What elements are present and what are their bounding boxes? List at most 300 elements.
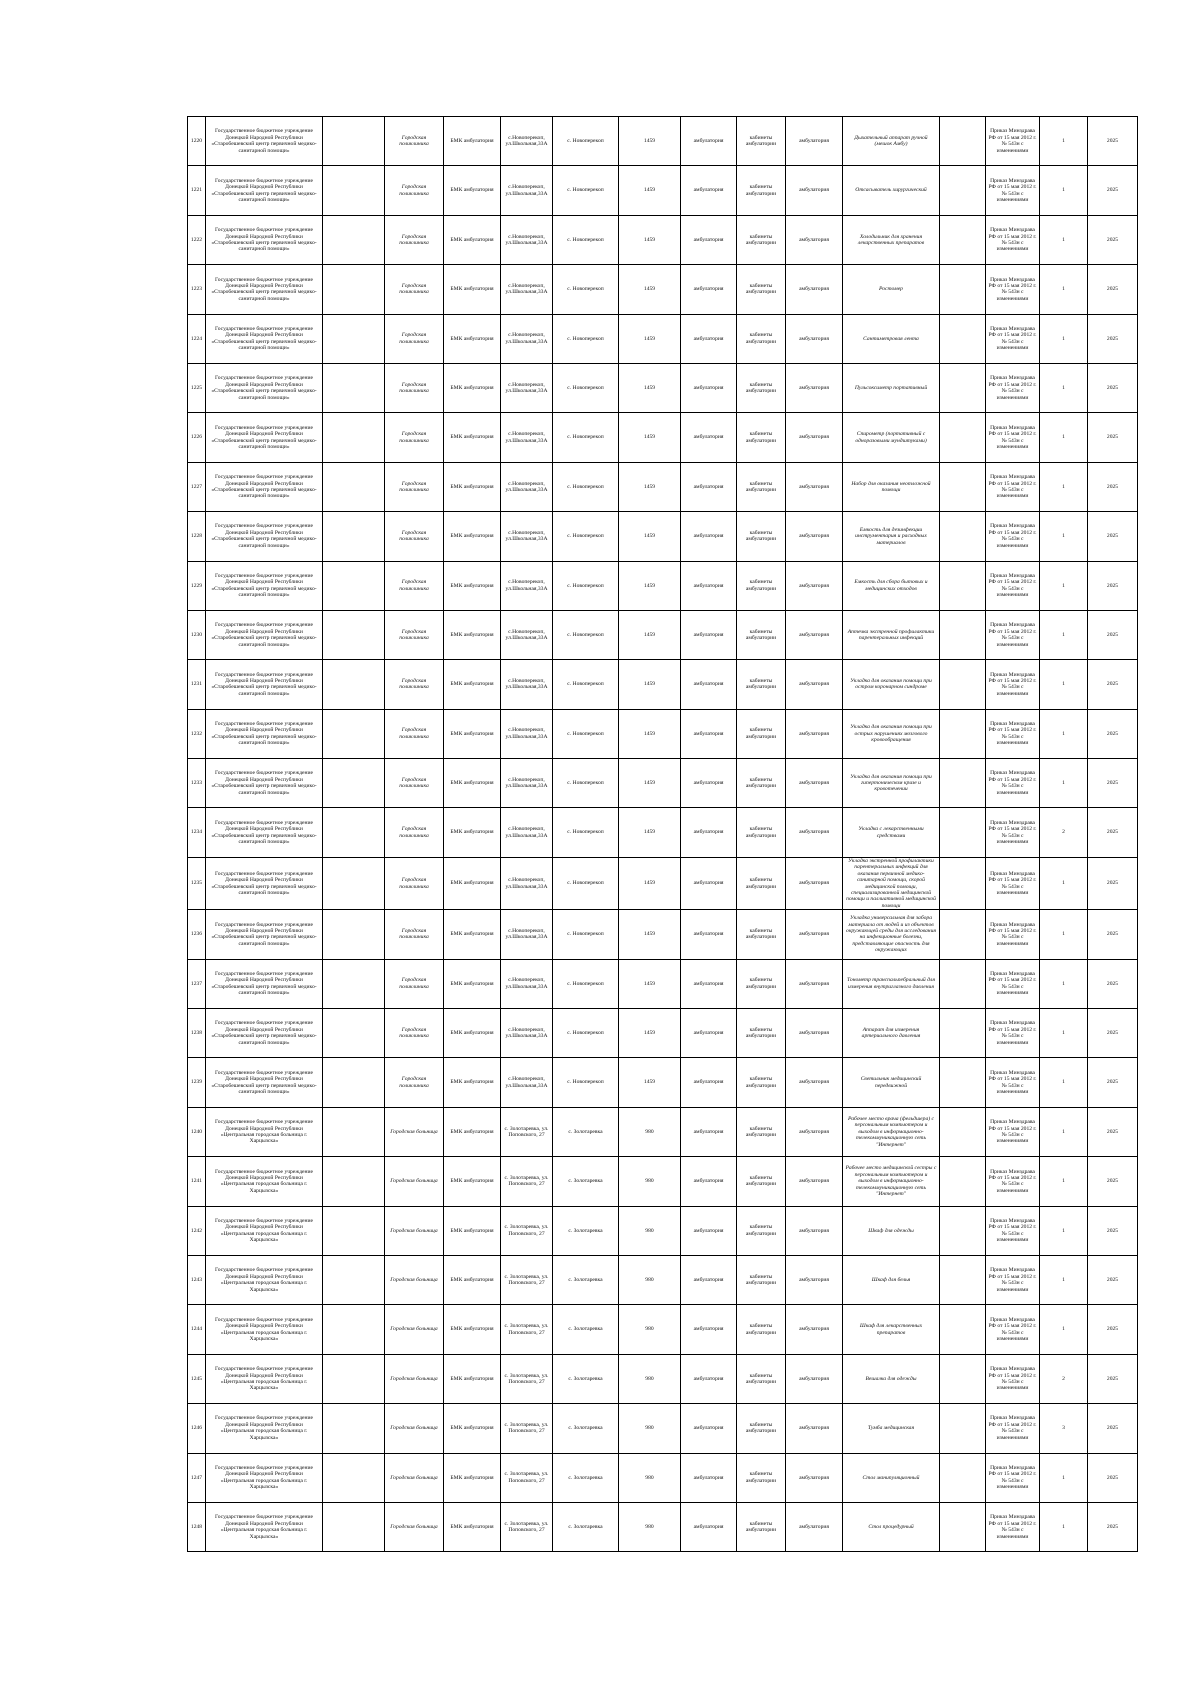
- row-number-cell: 1227: [188, 462, 206, 511]
- legal-basis-cell: Приказ Минздрава РФ от 15 мая 2012 г. № 543н с изменениями: [986, 166, 1040, 215]
- locality-cell: с. Золотаревка: [553, 1255, 619, 1304]
- quantity-cell: 1: [1040, 413, 1088, 462]
- code-cell: 980: [619, 1107, 681, 1156]
- code-cell: 980: [619, 1255, 681, 1304]
- legal-basis-cell: Приказ Минздрава РФ от 15 мая 2012 г. № 543н с изменениями: [986, 759, 1040, 808]
- organization-cell: Государственное бюджетное учреждение Донецкой Народной Республики «Центральная городская больница г. Харцызска»: [206, 1404, 323, 1453]
- equipment-name-cell: Дыхательный аппарат ручной (мешок Амбу): [843, 117, 940, 166]
- equipment-name-cell: Сантиметровая лента: [843, 314, 940, 363]
- organization-cell: Государственное бюджетное учреждение Донецкой Народной Республики «Старобешевский центр первичной медико-санитарной помощи»: [206, 117, 323, 166]
- locality-cell: с. Новоперекоп: [553, 117, 619, 166]
- department-cell: БМК амбулатория: [444, 117, 501, 166]
- organization-cell: Государственное бюджетное учреждение Донецкой Народной Республики «Старобешевский центр первичной медико-санитарной помощи»: [206, 759, 323, 808]
- equipment-name-cell: Укладка для оказания помощи при гипертоническом кризе и кровотечении: [843, 759, 940, 808]
- empty-cell: [940, 314, 986, 363]
- department-cell: БМК амбулатория: [444, 1404, 501, 1453]
- quantity-cell: 1: [1040, 660, 1088, 709]
- locality-cell: с. Золотаревка: [553, 1305, 619, 1354]
- table-row: [188, 808, 1138, 857]
- address-cell: с. Золотаревка, ул. Поповского, 27: [501, 1157, 553, 1206]
- year-cell: 2025: [1088, 1502, 1138, 1551]
- address-cell: с.Новоперекоп, ул.Школьная,33А: [501, 910, 553, 959]
- row-number-cell: 1237: [188, 959, 206, 1008]
- code-cell: 1459: [619, 1058, 681, 1107]
- year-cell: 2025: [1088, 1009, 1138, 1058]
- legal-basis-cell: Приказ Минздрава РФ от 15 мая 2012 г. № 543н с изменениями: [986, 910, 1040, 959]
- code-cell: 980: [619, 1157, 681, 1206]
- quantity-cell: 1: [1040, 959, 1088, 1008]
- organization-cell: Государственное бюджетное учреждение Донецкой Народной Республики «Центральная городская больница г. Харцызска»: [206, 1453, 323, 1502]
- locality-cell: с. Новоперекоп: [553, 166, 619, 215]
- facility-type-cell: Городская поликлиника: [385, 512, 444, 561]
- room-cell: амбулатория: [786, 1354, 843, 1403]
- facility-type-cell: Городская поликлиника: [385, 610, 444, 659]
- organization-cell: Государственное бюджетное учреждение Донецкой Народной Республики «Центральная городская больница г. Харцызска»: [206, 1354, 323, 1403]
- room-cell: амбулатория: [786, 910, 843, 959]
- department-cell: БМК амбулатория: [444, 808, 501, 857]
- year-cell: 2025: [1088, 1107, 1138, 1156]
- legal-basis-cell: Приказ Минздрава РФ от 15 мая 2012 г. № 543н с изменениями: [986, 610, 1040, 659]
- code-cell: 1459: [619, 959, 681, 1008]
- unit-cell: амбулатория: [681, 1502, 737, 1551]
- table-row: [188, 166, 1138, 215]
- address-cell: с.Новоперекоп, ул.Школьная,33А: [501, 512, 553, 561]
- empty-cell: [323, 1305, 385, 1354]
- organization-cell: Государственное бюджетное учреждение Донецкой Народной Республики «Старобешевский центр первичной медико-санитарной помощи»: [206, 363, 323, 412]
- empty-cell: [940, 117, 986, 166]
- locality-cell: с. Золотаревка: [553, 1453, 619, 1502]
- locality-cell: с. Новоперекоп: [553, 314, 619, 363]
- quantity-cell: 1: [1040, 759, 1088, 808]
- empty-cell: [940, 166, 986, 215]
- empty-cell: [323, 1058, 385, 1107]
- unit-cell: амбулатория: [681, 660, 737, 709]
- organization-cell: Государственное бюджетное учреждение Донецкой Народной Республики «Старобешевский центр первичной медико-санитарной помощи»: [206, 660, 323, 709]
- equipment-name-cell: Аптечка экстренной профилактики парентеральных инфекций: [843, 610, 940, 659]
- table-row: [188, 1206, 1138, 1255]
- organization-cell: Государственное бюджетное учреждение Донецкой Народной Республики «Центральная городская больница г. Харцызска»: [206, 1305, 323, 1354]
- address-cell: с. Золотаревка, ул. Поповского, 27: [501, 1404, 553, 1453]
- facility-type-cell: Городская больница: [385, 1206, 444, 1255]
- equipment-name-cell: Шкаф для лекарственных препаратов: [843, 1305, 940, 1354]
- facility-type-cell: Городская поликлиника: [385, 561, 444, 610]
- legal-basis-cell: Приказ Минздрава РФ от 15 мая 2012 г. № 543н с изменениями: [986, 413, 1040, 462]
- legal-basis-cell: Приказ Минздрава РФ от 15 мая 2012 г. № 543н с изменениями: [986, 1058, 1040, 1107]
- quantity-cell: 1: [1040, 462, 1088, 511]
- empty-cell: [940, 959, 986, 1008]
- equipment-name-cell: Светильник медицинский передвижной: [843, 1058, 940, 1107]
- subdivision-cell: кабинеты амбулатории: [737, 1305, 786, 1354]
- row-number-cell: 1236: [188, 910, 206, 959]
- subdivision-cell: кабинеты амбулатории: [737, 462, 786, 511]
- empty-cell: [940, 1404, 986, 1453]
- year-cell: 2025: [1088, 808, 1138, 857]
- empty-cell: [323, 1404, 385, 1453]
- code-cell: 1459: [619, 314, 681, 363]
- room-cell: амбулатория: [786, 1206, 843, 1255]
- quantity-cell: 1: [1040, 1255, 1088, 1304]
- locality-cell: с. Новоперекоп: [553, 512, 619, 561]
- facility-type-cell: Городская поликлиника: [385, 166, 444, 215]
- department-cell: БМК амбулатория: [444, 363, 501, 412]
- department-cell: БМК амбулатория: [444, 1453, 501, 1502]
- facility-type-cell: Городская больница: [385, 1305, 444, 1354]
- facility-type-cell: Городская поликлиника: [385, 215, 444, 264]
- table-row: [188, 1157, 1138, 1206]
- department-cell: БМК амбулатория: [444, 1009, 501, 1058]
- department-cell: БМК амбулатория: [444, 1354, 501, 1403]
- locality-cell: с. Новоперекоп: [553, 363, 619, 412]
- row-number-cell: 1233: [188, 759, 206, 808]
- department-cell: БМК амбулатория: [444, 512, 501, 561]
- row-number-cell: 1248: [188, 1502, 206, 1551]
- row-number-cell: 1243: [188, 1255, 206, 1304]
- row-number-cell: 1238: [188, 1009, 206, 1058]
- locality-cell: с. Золотаревка: [553, 1157, 619, 1206]
- subdivision-cell: кабинеты амбулатории: [737, 314, 786, 363]
- year-cell: 2025: [1088, 314, 1138, 363]
- table-row: [188, 959, 1138, 1008]
- empty-cell: [940, 709, 986, 758]
- year-cell: 2025: [1088, 759, 1138, 808]
- equipment-name-cell: Тумба медицинская: [843, 1404, 940, 1453]
- address-cell: с.Новоперекоп, ул.Школьная,33А: [501, 709, 553, 758]
- empty-cell: [940, 1453, 986, 1502]
- empty-cell: [940, 1009, 986, 1058]
- address-cell: с.Новоперекоп, ул.Школьная,33А: [501, 1009, 553, 1058]
- equipment-name-cell: Отсасыватель хирургический: [843, 166, 940, 215]
- subdivision-cell: кабинеты амбулатории: [737, 1354, 786, 1403]
- table-row: [188, 1107, 1138, 1156]
- department-cell: БМК амбулатория: [444, 314, 501, 363]
- unit-cell: амбулатория: [681, 215, 737, 264]
- empty-cell: [940, 265, 986, 314]
- unit-cell: амбулатория: [681, 363, 737, 412]
- equipment-name-cell: Шкаф для одежды: [843, 1206, 940, 1255]
- room-cell: амбулатория: [786, 413, 843, 462]
- department-cell: БМК амбулатория: [444, 610, 501, 659]
- locality-cell: с. Новоперекоп: [553, 759, 619, 808]
- organization-cell: Государственное бюджетное учреждение Донецкой Народной Республики «Старобешевский центр первичной медико-санитарной помощи»: [206, 709, 323, 758]
- unit-cell: амбулатория: [681, 265, 737, 314]
- room-cell: амбулатория: [786, 512, 843, 561]
- department-cell: БМК амбулатория: [444, 1107, 501, 1156]
- legal-basis-cell: Приказ Минздрава РФ от 15 мая 2012 г. № 543н с изменениями: [986, 857, 1040, 909]
- department-cell: БМК амбулатория: [444, 910, 501, 959]
- department-cell: БМК амбулатория: [444, 1502, 501, 1551]
- empty-cell: [940, 1206, 986, 1255]
- department-cell: БМК амбулатория: [444, 660, 501, 709]
- organization-cell: Государственное бюджетное учреждение Донецкой Народной Республики «Старобешевский центр первичной медико-санитарной помощи»: [206, 610, 323, 659]
- room-cell: амбулатория: [786, 1009, 843, 1058]
- table-row: [188, 759, 1138, 808]
- row-number-cell: 1228: [188, 512, 206, 561]
- legal-basis-cell: Приказ Минздрава РФ от 15 мая 2012 г. № 543н с изменениями: [986, 1305, 1040, 1354]
- address-cell: с.Новоперекоп, ул.Школьная,33А: [501, 1058, 553, 1107]
- table-row: [188, 1354, 1138, 1403]
- subdivision-cell: кабинеты амбулатории: [737, 959, 786, 1008]
- empty-cell: [323, 959, 385, 1008]
- table-row: [188, 314, 1138, 363]
- subdivision-cell: кабинеты амбулатории: [737, 265, 786, 314]
- table-row: [188, 363, 1138, 412]
- empty-cell: [323, 1157, 385, 1206]
- empty-cell: [940, 910, 986, 959]
- equipment-name-cell: Стол процедурный: [843, 1502, 940, 1551]
- address-cell: с.Новоперекоп, ул.Школьная,33А: [501, 808, 553, 857]
- empty-cell: [323, 413, 385, 462]
- facility-type-cell: Городская поликлиника: [385, 265, 444, 314]
- equipment-table: [187, 116, 1138, 1552]
- year-cell: 2025: [1088, 610, 1138, 659]
- unit-cell: амбулатория: [681, 857, 737, 909]
- organization-cell: Государственное бюджетное учреждение Донецкой Народной Республики «Старобешевский центр первичной медико-санитарной помощи»: [206, 910, 323, 959]
- year-cell: 2025: [1088, 413, 1138, 462]
- year-cell: 2025: [1088, 462, 1138, 511]
- empty-cell: [323, 117, 385, 166]
- legal-basis-cell: Приказ Минздрава РФ от 15 мая 2012 г. № 543н с изменениями: [986, 1502, 1040, 1551]
- quantity-cell: 1: [1040, 709, 1088, 758]
- subdivision-cell: кабинеты амбулатории: [737, 1502, 786, 1551]
- table-row: [188, 610, 1138, 659]
- address-cell: с.Новоперекоп, ул.Школьная,33А: [501, 166, 553, 215]
- organization-cell: Государственное бюджетное учреждение Донецкой Народной Республики «Старобешевский центр первичной медико-санитарной помощи»: [206, 857, 323, 909]
- row-number-cell: 1232: [188, 709, 206, 758]
- locality-cell: с. Новоперекоп: [553, 413, 619, 462]
- unit-cell: амбулатория: [681, 314, 737, 363]
- unit-cell: амбулатория: [681, 1305, 737, 1354]
- empty-cell: [323, 512, 385, 561]
- room-cell: амбулатория: [786, 117, 843, 166]
- table-row: [188, 1453, 1138, 1502]
- equipment-name-cell: Укладка экстренной профилактики парентеральных инфекций для оказания первичной медико-санитарной помощи, скорой медицинской помощи, специализированной медицинской помощи и паллиативной медицинской помощи: [843, 857, 940, 909]
- room-cell: амбулатория: [786, 1453, 843, 1502]
- legal-basis-cell: Приказ Минздрава РФ от 15 мая 2012 г. № 543н с изменениями: [986, 1157, 1040, 1206]
- room-cell: амбулатория: [786, 1157, 843, 1206]
- unit-cell: амбулатория: [681, 1354, 737, 1403]
- row-number-cell: 1222: [188, 215, 206, 264]
- code-cell: 980: [619, 1305, 681, 1354]
- empty-cell: [323, 462, 385, 511]
- table-row: [188, 1404, 1138, 1453]
- address-cell: с.Новоперекоп, ул.Школьная,33А: [501, 610, 553, 659]
- table-row: [188, 857, 1138, 909]
- room-cell: амбулатория: [786, 462, 843, 511]
- quantity-cell: 1: [1040, 314, 1088, 363]
- code-cell: 1459: [619, 610, 681, 659]
- subdivision-cell: кабинеты амбулатории: [737, 512, 786, 561]
- quantity-cell: 1: [1040, 1058, 1088, 1107]
- quantity-cell: 2: [1040, 808, 1088, 857]
- address-cell: с.Новоперекоп, ул.Школьная,33А: [501, 857, 553, 909]
- address-cell: с. Золотаревка, ул. Поповского, 27: [501, 1354, 553, 1403]
- unit-cell: амбулатория: [681, 610, 737, 659]
- empty-cell: [323, 808, 385, 857]
- legal-basis-cell: Приказ Минздрава РФ от 15 мая 2012 г. № 543н с изменениями: [986, 1404, 1040, 1453]
- unit-cell: амбулатория: [681, 512, 737, 561]
- facility-type-cell: Городская больница: [385, 1404, 444, 1453]
- row-number-cell: 1245: [188, 1354, 206, 1403]
- room-cell: амбулатория: [786, 1404, 843, 1453]
- unit-cell: амбулатория: [681, 462, 737, 511]
- address-cell: с.Новоперекоп, ул.Школьная,33А: [501, 462, 553, 511]
- address-cell: с.Новоперекоп, ул.Школьная,33А: [501, 759, 553, 808]
- code-cell: 1459: [619, 166, 681, 215]
- quantity-cell: 1: [1040, 363, 1088, 412]
- quantity-cell: 1: [1040, 910, 1088, 959]
- subdivision-cell: кабинеты амбулатории: [737, 1453, 786, 1502]
- address-cell: с. Золотаревка, ул. Поповского, 27: [501, 1107, 553, 1156]
- organization-cell: Государственное бюджетное учреждение Донецкой Народной Республики «Старобешевский центр первичной медико-санитарной помощи»: [206, 959, 323, 1008]
- facility-type-cell: Городская больница: [385, 1255, 444, 1304]
- table-row: [188, 215, 1138, 264]
- table-row: [188, 660, 1138, 709]
- facility-type-cell: Городская поликлиника: [385, 808, 444, 857]
- unit-cell: амбулатория: [681, 1404, 737, 1453]
- year-cell: 2025: [1088, 363, 1138, 412]
- code-cell: 1459: [619, 117, 681, 166]
- row-number-cell: 1247: [188, 1453, 206, 1502]
- unit-cell: амбулатория: [681, 1107, 737, 1156]
- code-cell: 1459: [619, 561, 681, 610]
- row-number-cell: 1239: [188, 1058, 206, 1107]
- room-cell: амбулатория: [786, 314, 843, 363]
- empty-cell: [940, 660, 986, 709]
- subdivision-cell: кабинеты амбулатории: [737, 1255, 786, 1304]
- facility-type-cell: Городская поликлиника: [385, 910, 444, 959]
- row-number-cell: 1242: [188, 1206, 206, 1255]
- organization-cell: Государственное бюджетное учреждение Донецкой Народной Республики «Старобешевский центр первичной медико-санитарной помощи»: [206, 808, 323, 857]
- organization-cell: Государственное бюджетное учреждение Донецкой Народной Республики «Старобешевский центр первичной медико-санитарной помощи»: [206, 512, 323, 561]
- facility-type-cell: Городская поликлиника: [385, 759, 444, 808]
- legal-basis-cell: Приказ Минздрава РФ от 15 мая 2012 г. № 543н с изменениями: [986, 1009, 1040, 1058]
- facility-type-cell: Городская поликлиника: [385, 1009, 444, 1058]
- empty-cell: [323, 363, 385, 412]
- table-row: [188, 1305, 1138, 1354]
- locality-cell: с. Новоперекоп: [553, 610, 619, 659]
- department-cell: БМК амбулатория: [444, 959, 501, 1008]
- table-row: [188, 462, 1138, 511]
- equipment-name-cell: Ростомер: [843, 265, 940, 314]
- table-row: [188, 1502, 1138, 1551]
- organization-cell: Государственное бюджетное учреждение Донецкой Народной Республики «Старобешевский центр первичной медико-санитарной помощи»: [206, 1009, 323, 1058]
- quantity-cell: 1: [1040, 1453, 1088, 1502]
- facility-type-cell: Городская поликлиника: [385, 462, 444, 511]
- address-cell: с. Золотаревка, ул. Поповского, 27: [501, 1206, 553, 1255]
- unit-cell: амбулатория: [681, 117, 737, 166]
- equipment-name-cell: Набор для оказания неотложной помощи: [843, 462, 940, 511]
- organization-cell: Государственное бюджетное учреждение Донецкой Народной Республики «Центральная городская больница г. Харцызска»: [206, 1502, 323, 1551]
- code-cell: 1459: [619, 512, 681, 561]
- empty-cell: [323, 561, 385, 610]
- subdivision-cell: кабинеты амбулатории: [737, 660, 786, 709]
- unit-cell: амбулатория: [681, 709, 737, 758]
- facility-type-cell: Городская поликлиника: [385, 117, 444, 166]
- year-cell: 2025: [1088, 166, 1138, 215]
- empty-cell: [323, 1354, 385, 1403]
- facility-type-cell: Городская поликлиника: [385, 857, 444, 909]
- organization-cell: Государственное бюджетное учреждение Донецкой Народной Республики «Старобешевский центр первичной медико-санитарной помощи»: [206, 314, 323, 363]
- locality-cell: с. Новоперекоп: [553, 1058, 619, 1107]
- table-row: [188, 117, 1138, 166]
- legal-basis-cell: Приказ Минздрава РФ от 15 мая 2012 г. № 543н с изменениями: [986, 314, 1040, 363]
- empty-cell: [940, 808, 986, 857]
- subdivision-cell: кабинеты амбулатории: [737, 1206, 786, 1255]
- year-cell: 2025: [1088, 1305, 1138, 1354]
- empty-cell: [940, 1157, 986, 1206]
- quantity-cell: 1: [1040, 265, 1088, 314]
- year-cell: 2025: [1088, 117, 1138, 166]
- code-cell: 1459: [619, 1009, 681, 1058]
- equipment-name-cell: Укладка для оказания помощи при остром коронарном синдроме: [843, 660, 940, 709]
- row-number-cell: 1224: [188, 314, 206, 363]
- unit-cell: амбулатория: [681, 1058, 737, 1107]
- table-row: [188, 1255, 1138, 1304]
- room-cell: амбулатория: [786, 610, 843, 659]
- subdivision-cell: кабинеты амбулатории: [737, 166, 786, 215]
- empty-cell: [940, 1255, 986, 1304]
- equipment-name-cell: Вешалка для одежды: [843, 1354, 940, 1403]
- subdivision-cell: кабинеты амбулатории: [737, 1157, 786, 1206]
- equipment-name-cell: Укладка с лекарственными средствами: [843, 808, 940, 857]
- room-cell: амбулатория: [786, 709, 843, 758]
- quantity-cell: 1: [1040, 166, 1088, 215]
- code-cell: 1459: [619, 363, 681, 412]
- equipment-name-cell: Рабочее место медицинской сестры с персональным компьютером и выходом в информационно-телекоммуникационную сеть "Интернет": [843, 1157, 940, 1206]
- legal-basis-cell: Приказ Минздрава РФ от 15 мая 2012 г. № 543н с изменениями: [986, 265, 1040, 314]
- equipment-name-cell: Пульсоксиметр портативный: [843, 363, 940, 412]
- year-cell: 2025: [1088, 1453, 1138, 1502]
- row-number-cell: 1241: [188, 1157, 206, 1206]
- organization-cell: Государственное бюджетное учреждение Донецкой Народной Республики «Старобешевский центр первичной медико-санитарной помощи»: [206, 166, 323, 215]
- legal-basis-cell: Приказ Минздрава РФ от 15 мая 2012 г. № 543н с изменениями: [986, 1354, 1040, 1403]
- code-cell: 1459: [619, 759, 681, 808]
- code-cell: 1459: [619, 413, 681, 462]
- department-cell: БМК амбулатория: [444, 857, 501, 909]
- equipment-name-cell: Спирометр (портативный с одноразовыми мундштуками): [843, 413, 940, 462]
- empty-cell: [323, 265, 385, 314]
- quantity-cell: 3: [1040, 1404, 1088, 1453]
- code-cell: 980: [619, 1404, 681, 1453]
- empty-cell: [323, 215, 385, 264]
- facility-type-cell: Городская поликлиника: [385, 959, 444, 1008]
- row-number-cell: 1246: [188, 1404, 206, 1453]
- locality-cell: с. Новоперекоп: [553, 215, 619, 264]
- unit-cell: амбулатория: [681, 1157, 737, 1206]
- quantity-cell: 1: [1040, 610, 1088, 659]
- unit-cell: амбулатория: [681, 759, 737, 808]
- department-cell: БМК амбулатория: [444, 1255, 501, 1304]
- equipment-name-cell: Аппарат для измерения артериального давления: [843, 1009, 940, 1058]
- year-cell: 2025: [1088, 1354, 1138, 1403]
- locality-cell: с. Новоперекоп: [553, 959, 619, 1008]
- row-number-cell: 1230: [188, 610, 206, 659]
- address-cell: с.Новоперекоп, ул.Школьная,33А: [501, 561, 553, 610]
- row-number-cell: 1244: [188, 1305, 206, 1354]
- empty-cell: [940, 413, 986, 462]
- year-cell: 2025: [1088, 1157, 1138, 1206]
- row-number-cell: 1221: [188, 166, 206, 215]
- unit-cell: амбулатория: [681, 808, 737, 857]
- unit-cell: амбулатория: [681, 413, 737, 462]
- year-cell: 2025: [1088, 1255, 1138, 1304]
- department-cell: БМК амбулатория: [444, 1206, 501, 1255]
- quantity-cell: 1: [1040, 512, 1088, 561]
- table-row: [188, 265, 1138, 314]
- table-row: [188, 1009, 1138, 1058]
- facility-type-cell: Городская поликлиника: [385, 660, 444, 709]
- legal-basis-cell: Приказ Минздрава РФ от 15 мая 2012 г. № 543н с изменениями: [986, 117, 1040, 166]
